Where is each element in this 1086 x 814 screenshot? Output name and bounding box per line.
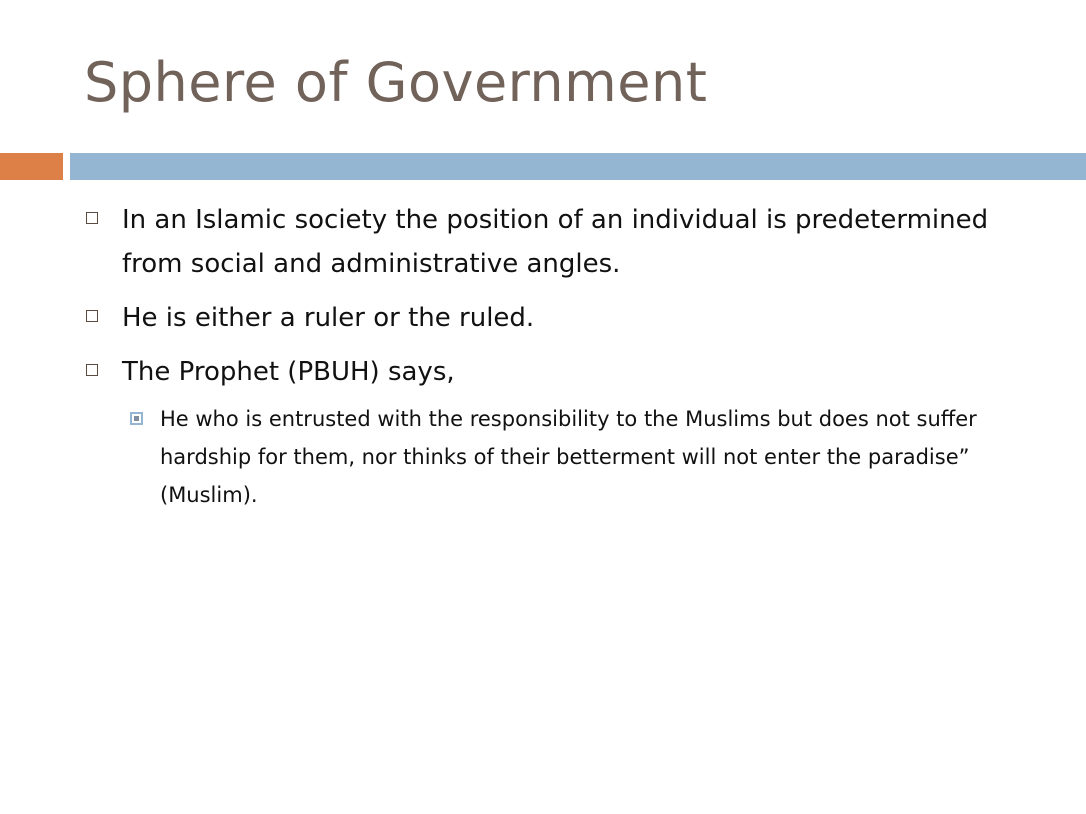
title-divider-bar: [70, 153, 1086, 180]
title-accent-bar: [0, 153, 63, 180]
bullet-item: [84, 296, 1044, 340]
filled-square-bullet-icon: [130, 412, 143, 425]
bullet-item: [84, 350, 1044, 394]
bullet-item: [84, 198, 1044, 286]
slide-content: [84, 198, 1044, 514]
bullet-text: The Prophet (PBUH) says,: [122, 357, 455, 387]
sub-bullet-item: [122, 400, 1044, 514]
hollow-square-bullet-icon: [86, 212, 98, 224]
hollow-square-bullet-icon: [86, 310, 98, 322]
bullet-text: He is either a ruler or the ruled.: [122, 303, 535, 333]
bullet-text: In an Islamic society the position of an individual is predetermined from social and administrative angles.: [122, 205, 989, 279]
slide-title: Sphere of Government: [84, 51, 708, 114]
sub-bullet-text: He who is entrusted with the responsibility to the Muslims but does not suffer hardship for them, nor thinks of their betterment will not enter the paradise” (Muslim).: [160, 407, 977, 507]
hollow-square-bullet-icon: [86, 364, 98, 376]
